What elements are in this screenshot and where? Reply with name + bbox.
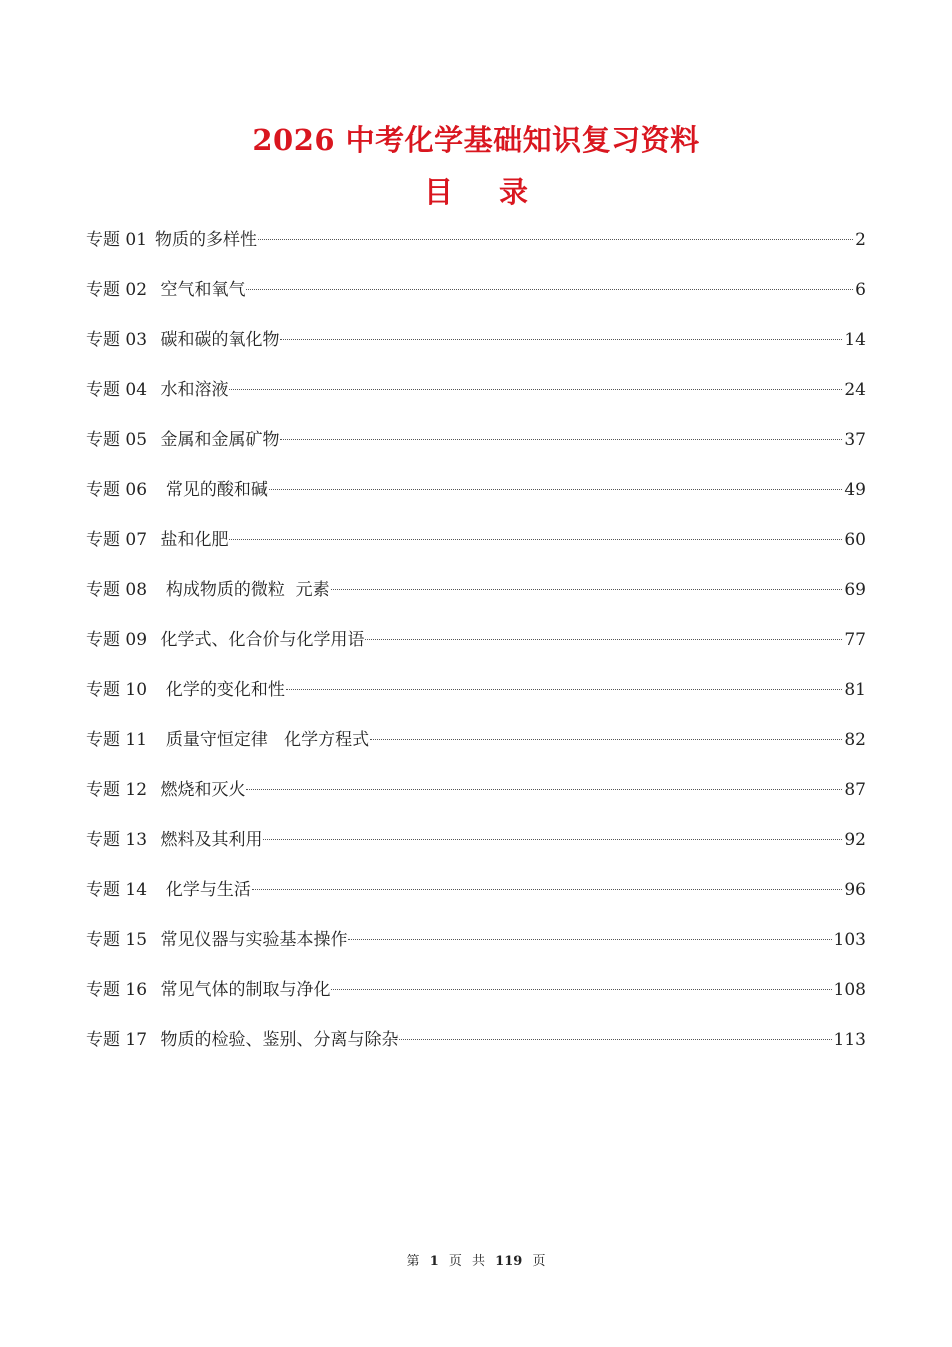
- toc-entry-number: 专题 04: [86, 380, 148, 400]
- footer-current-page: 1: [429, 1254, 439, 1269]
- toc-entry[interactable]: [86, 673, 866, 723]
- toc-entry[interactable]: [86, 923, 866, 973]
- toc-entry[interactable]: [86, 823, 866, 873]
- toc-entry-number: 专题 07: [86, 530, 148, 550]
- toc-entry-number: 专题 14: [86, 880, 148, 900]
- toc-entry-page: 81: [844, 680, 866, 700]
- toc-entry-title: 物质的多样性: [155, 230, 258, 250]
- toc-dot-leader: [246, 289, 853, 290]
- toc-entry-number: 专题 10: [86, 680, 148, 700]
- toc-dot-leader: [280, 439, 842, 440]
- footer-prefix: 第: [406, 1254, 420, 1269]
- toc-entry-number: 专题 05: [86, 430, 148, 450]
- toc-entry-title: 化学式、化合价与化学用语: [155, 630, 365, 650]
- toc-entry-page: 14: [844, 330, 866, 350]
- toc-entry[interactable]: [86, 523, 866, 573]
- toc-entry[interactable]: [86, 223, 866, 273]
- toc-entry-page: 2: [855, 230, 866, 250]
- toc-dot-leader: [263, 839, 842, 840]
- toc-dot-leader: [229, 539, 842, 540]
- toc-entry-number: 专题 08: [86, 580, 148, 600]
- toc-entry-number: 专题 15: [86, 930, 148, 950]
- toc-entry-page: 77: [844, 630, 866, 650]
- toc-entry[interactable]: [86, 723, 866, 773]
- toc-entry-title: 质量守恒定律 化学方程式: [155, 730, 370, 750]
- toc-dot-leader: [370, 739, 842, 740]
- toc-entry-page: 103: [833, 930, 866, 950]
- footer-suffix: 页: [532, 1254, 546, 1269]
- toc-dot-leader: [229, 389, 842, 390]
- toc-entry-title: 燃烧和灭火: [155, 780, 246, 800]
- toc-entry-number: 专题 03: [86, 330, 148, 350]
- toc-dot-leader: [246, 789, 842, 790]
- toc-entry-title: 构成物质的微粒 元素: [155, 580, 330, 600]
- toc-entry-number: 专题 09: [86, 630, 148, 650]
- toc-entry-number: 专题 02: [86, 280, 148, 300]
- toc-entry[interactable]: [86, 573, 866, 623]
- toc-dot-leader: [252, 889, 843, 890]
- toc-entry[interactable]: [86, 323, 866, 373]
- toc-dot-leader: [348, 939, 831, 940]
- toc-entry-title: 常见气体的制取与净化: [155, 980, 331, 1000]
- toc-dot-leader: [286, 689, 843, 690]
- toc-entry-page: 92: [844, 830, 866, 850]
- toc-entry-page: 49: [844, 480, 866, 500]
- footer-total-pages: 119: [495, 1254, 523, 1269]
- toc-entry-number: 专题 16: [86, 980, 148, 1000]
- page-footer: [0, 1250, 952, 1269]
- toc-heading: 目 录: [423, 175, 547, 209]
- toc-entry-page: 24: [844, 380, 866, 400]
- toc-entry-title: 物质的检验、鉴别、分离与除杂: [155, 1030, 399, 1050]
- toc-entry-title: 空气和氧气: [155, 280, 246, 300]
- toc-entry-title: 碳和碳的氧化物: [155, 330, 280, 350]
- toc-entry[interactable]: [86, 773, 866, 823]
- toc-entry-title: 燃料及其利用: [155, 830, 263, 850]
- table-of-contents: [86, 223, 866, 1073]
- toc-entry-page: 82: [844, 730, 866, 750]
- document-title: 2026 中考化学基础知识复习资料: [252, 123, 700, 157]
- toc-entry-title: 常见仪器与实验基本操作: [155, 930, 348, 950]
- toc-entry-page: 113: [833, 1030, 866, 1050]
- toc-dot-leader: [331, 989, 831, 990]
- toc-entry-number: 专题 11: [86, 730, 148, 750]
- toc-entry[interactable]: [86, 973, 866, 1023]
- toc-entry-number: 专题 01: [86, 230, 148, 250]
- toc-entry-number: 专题 12: [86, 780, 148, 800]
- toc-entry-title: 常见的酸和碱: [155, 480, 268, 500]
- toc-entry[interactable]: [86, 623, 866, 673]
- toc-entry-title: 金属和金属矿物: [155, 430, 280, 450]
- toc-entry[interactable]: [86, 873, 866, 923]
- toc-entry-page: 60: [844, 530, 866, 550]
- footer-mid: 页 共: [448, 1254, 486, 1269]
- toc-dot-leader: [258, 239, 853, 240]
- toc-entry-page: 6: [855, 280, 866, 300]
- toc-dot-leader: [331, 589, 843, 590]
- toc-entry-number: 专题 13: [86, 830, 148, 850]
- toc-dot-leader: [399, 1039, 831, 1040]
- toc-entry[interactable]: [86, 473, 866, 523]
- toc-entry[interactable]: [86, 273, 866, 323]
- toc-dot-leader: [365, 639, 842, 640]
- toc-entry-title: 盐和化肥: [155, 530, 229, 550]
- toc-dot-leader: [269, 489, 843, 490]
- toc-entry-title: 化学与生活: [155, 880, 251, 900]
- toc-entry-page: 69: [844, 580, 866, 600]
- toc-entry[interactable]: [86, 1023, 866, 1073]
- toc-entry[interactable]: [86, 423, 866, 473]
- toc-entry-title: 化学的变化和性: [155, 680, 285, 700]
- toc-entry-page: 37: [844, 430, 866, 450]
- toc-dot-leader: [280, 339, 842, 340]
- toc-entry-page: 87: [844, 780, 866, 800]
- toc-entry-title: 水和溶液: [155, 380, 229, 400]
- toc-entry[interactable]: [86, 373, 866, 423]
- toc-entry-page: 108: [833, 980, 866, 1000]
- toc-entry-page: 96: [844, 880, 866, 900]
- toc-entry-number: 专题 06: [86, 480, 148, 500]
- toc-entry-number: 专题 17: [86, 1030, 148, 1050]
